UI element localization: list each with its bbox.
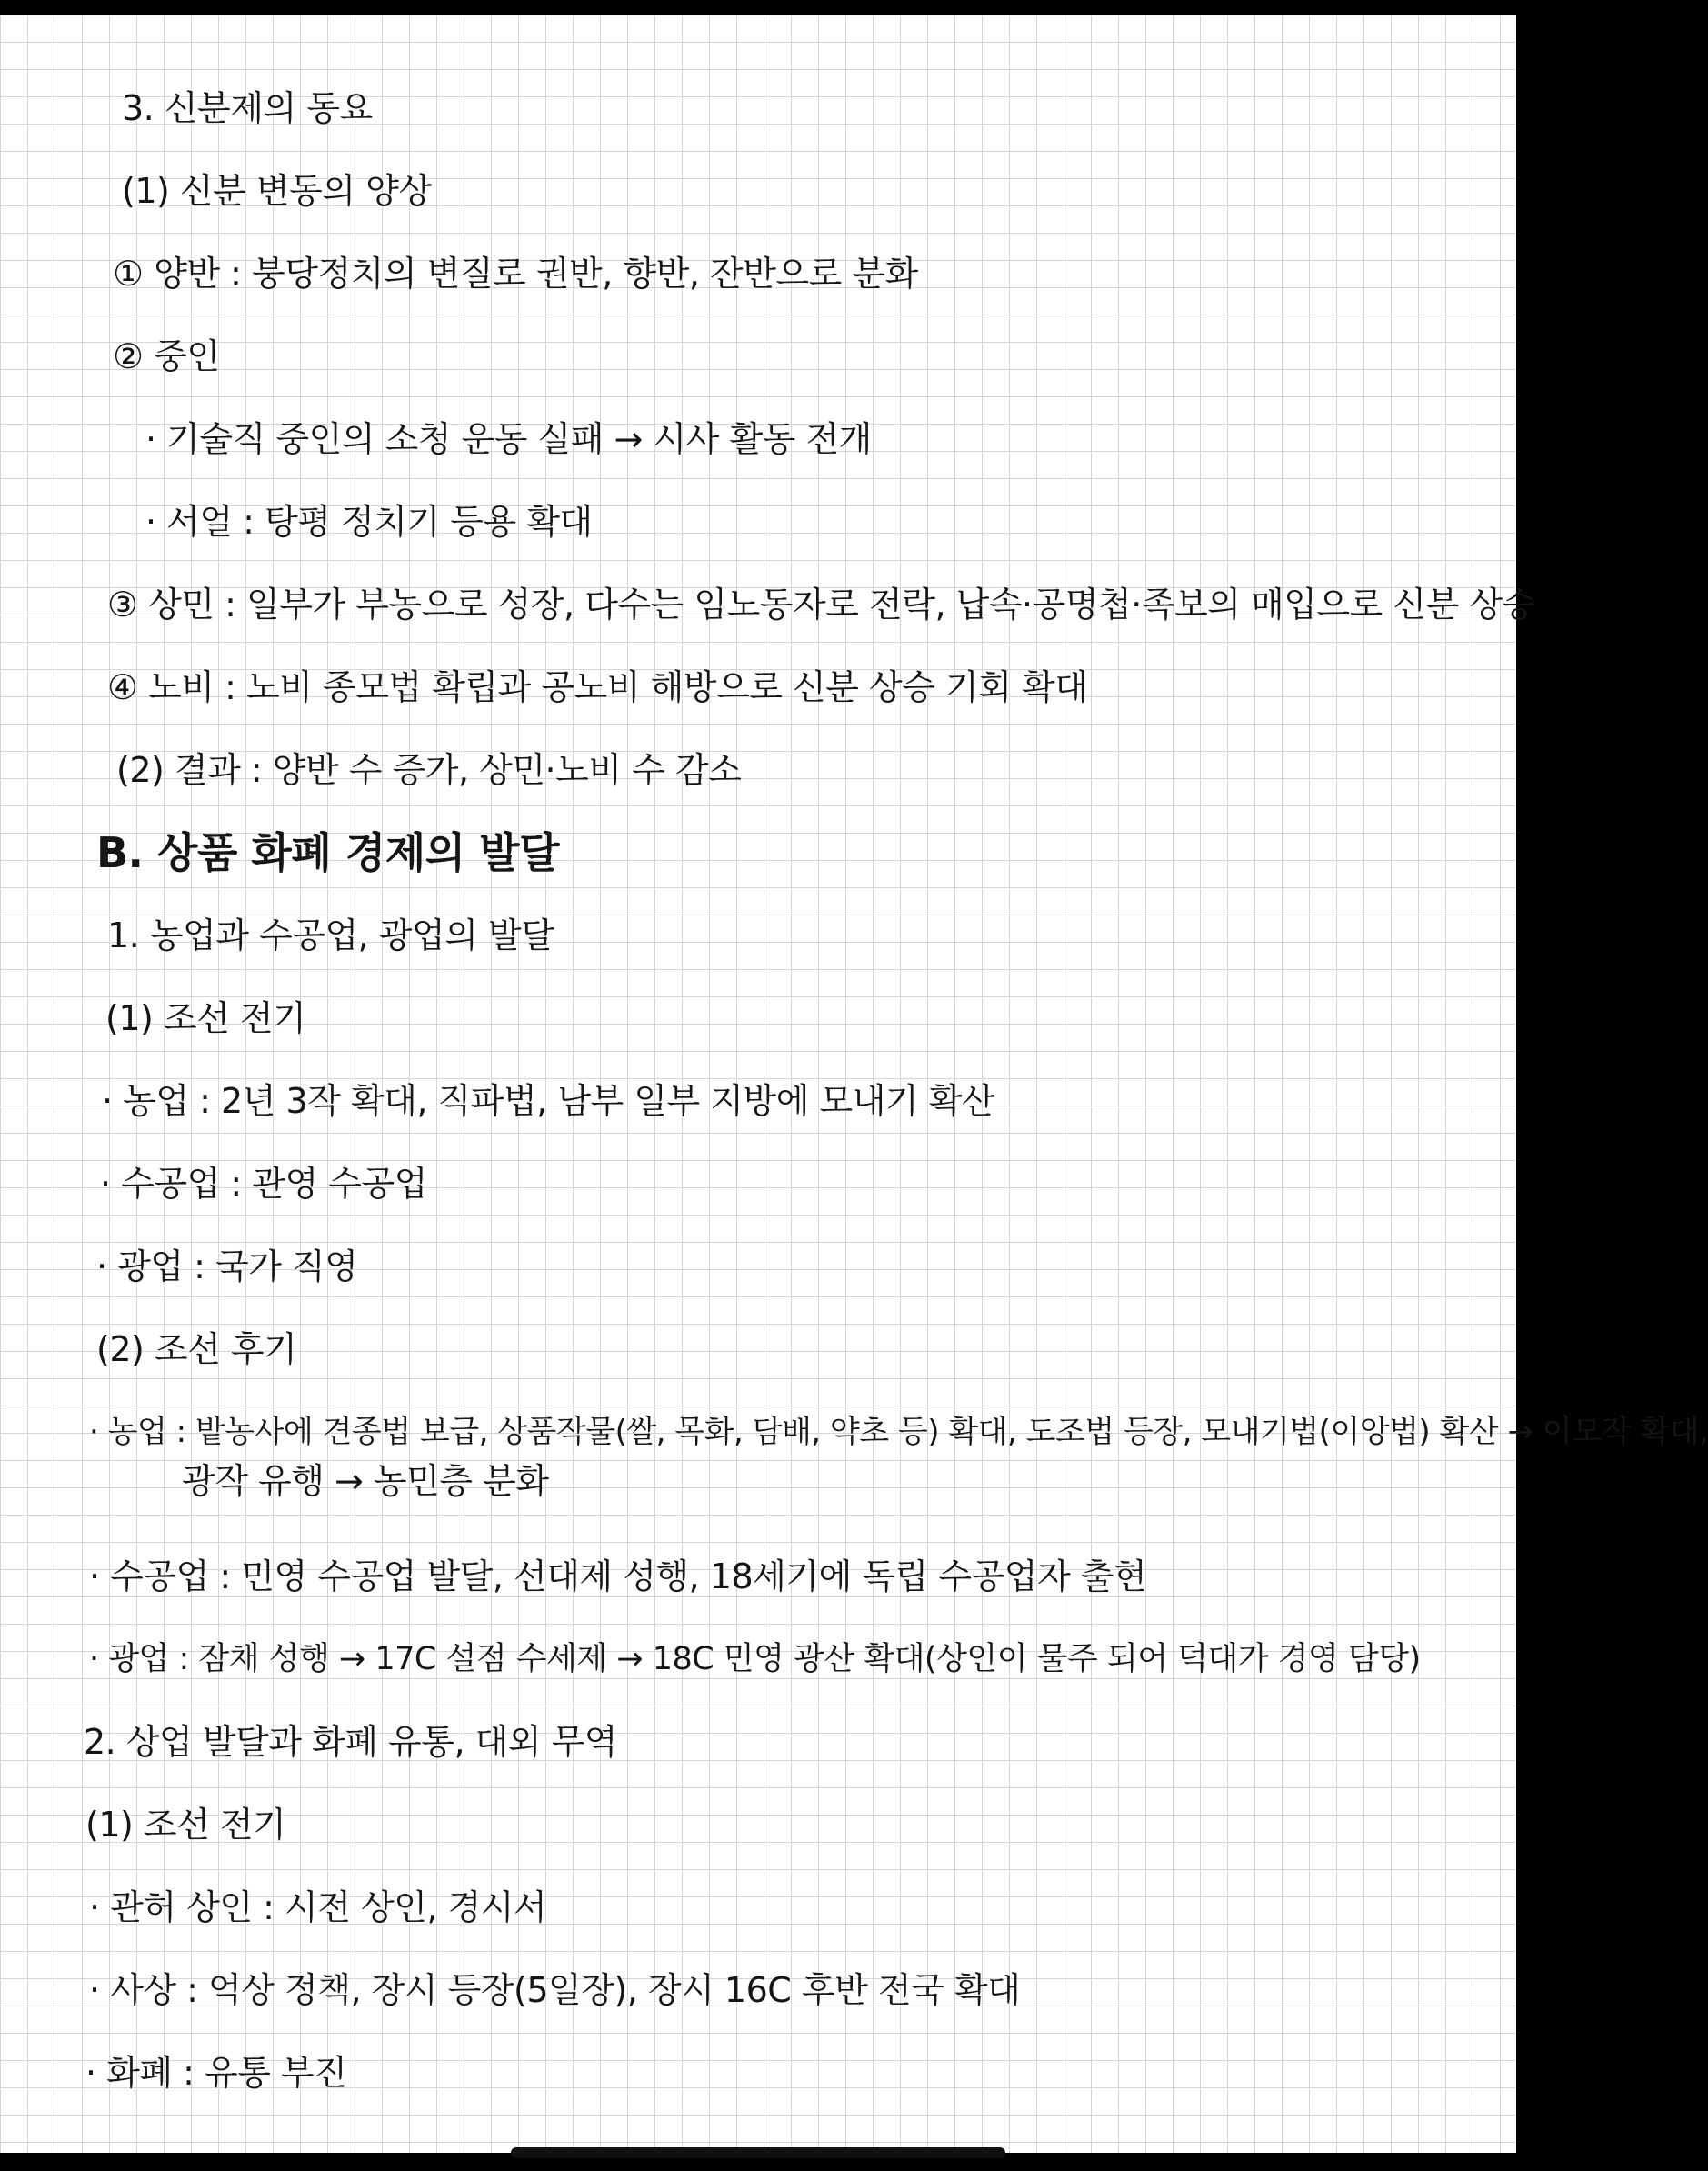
note-bullet: · 화폐 : 유통 부진 — [85, 2053, 347, 2093]
top-status-bar — [0, 0, 1516, 15]
note-result: (2) 결과 : 양반 수 증가, 상민·노비 수 감소 — [116, 750, 742, 790]
subsection-title: (1) 조선 전기 — [105, 998, 306, 1038]
note-bullet: · 농업 : 2년 3작 확대, 직파법, 남부 일부 지방에 모내기 확산 — [102, 1081, 995, 1121]
home-indicator[interactable] — [511, 2147, 1005, 2158]
note-bullet: · 수공업 : 민영 수공업 발달, 선대제 성행, 18세기에 독립 수공업자 출현 — [89, 1556, 1147, 1596]
note-bullet: · 농업 : 밭농사에 견종법 보급, 상품작물(쌀, 목화, 담배, 약초 등) 확대, 도조법 등장, 모내기법(이앙법) 확산 → 이모작 확대, — [89, 1414, 1708, 1450]
note-page[interactable] — [0, 15, 1708, 2153]
note-continuation: 광작 유행 → 농민층 분화 — [182, 1461, 549, 1501]
subsection-title: (1) 조선 전기 — [85, 1805, 286, 1845]
note-bullet: · 광업 : 잠채 성행 → 17C 설점 수세제 → 18C 민영 광산 확대(상인이 물주 되어 덕대가 경영 담당) — [89, 1641, 1421, 1677]
note-item: ③ 상민 : 일부가 부농으로 성장, 다수는 임노동자로 전락, 납속·공명첩·족보의 매입으로 신분 상승 — [107, 585, 1535, 625]
note-bullet: · 서얼 : 탕평 정치기 등용 확대 — [145, 502, 593, 542]
note-bullet: · 수공업 : 관영 수공업 — [100, 1164, 427, 1204]
note-bullet: · 관허 상인 : 시전 상인, 경시서 — [89, 1887, 547, 1927]
note-item: ④ 노비 : 노비 종모법 확립과 공노비 해방으로 신분 상승 기회 확대 — [107, 667, 1088, 707]
note-bullet: · 사상 : 억상 정책, 장시 등장(5일장), 장시 16C 후반 전국 확대 — [89, 1970, 1021, 2010]
note-bullet: · 광업 : 국가 직영 — [96, 1246, 358, 1286]
section-title: 1. 농업과 수공업, 광업의 발달 — [107, 915, 554, 955]
note-item: ① 양반 : 붕당정치의 변질로 권반, 향반, 잔반으로 분화 — [113, 254, 918, 294]
note-bullet: · 기술직 중인의 소청 운동 실패 → 시사 활동 전개 — [145, 419, 872, 459]
chapter-heading: B. 상품 화폐 경제의 발달 — [96, 828, 560, 877]
note-item: ② 중인 — [113, 336, 220, 376]
subsection-title: (2) 조선 후기 — [96, 1329, 297, 1369]
section-title: 2. 상업 발달과 화폐 유통, 대외 무역 — [84, 1722, 618, 1762]
subsection-title: (1) 신분 변동의 양상 — [122, 171, 432, 211]
section-title: 3. 신분제의 동요 — [122, 88, 373, 128]
